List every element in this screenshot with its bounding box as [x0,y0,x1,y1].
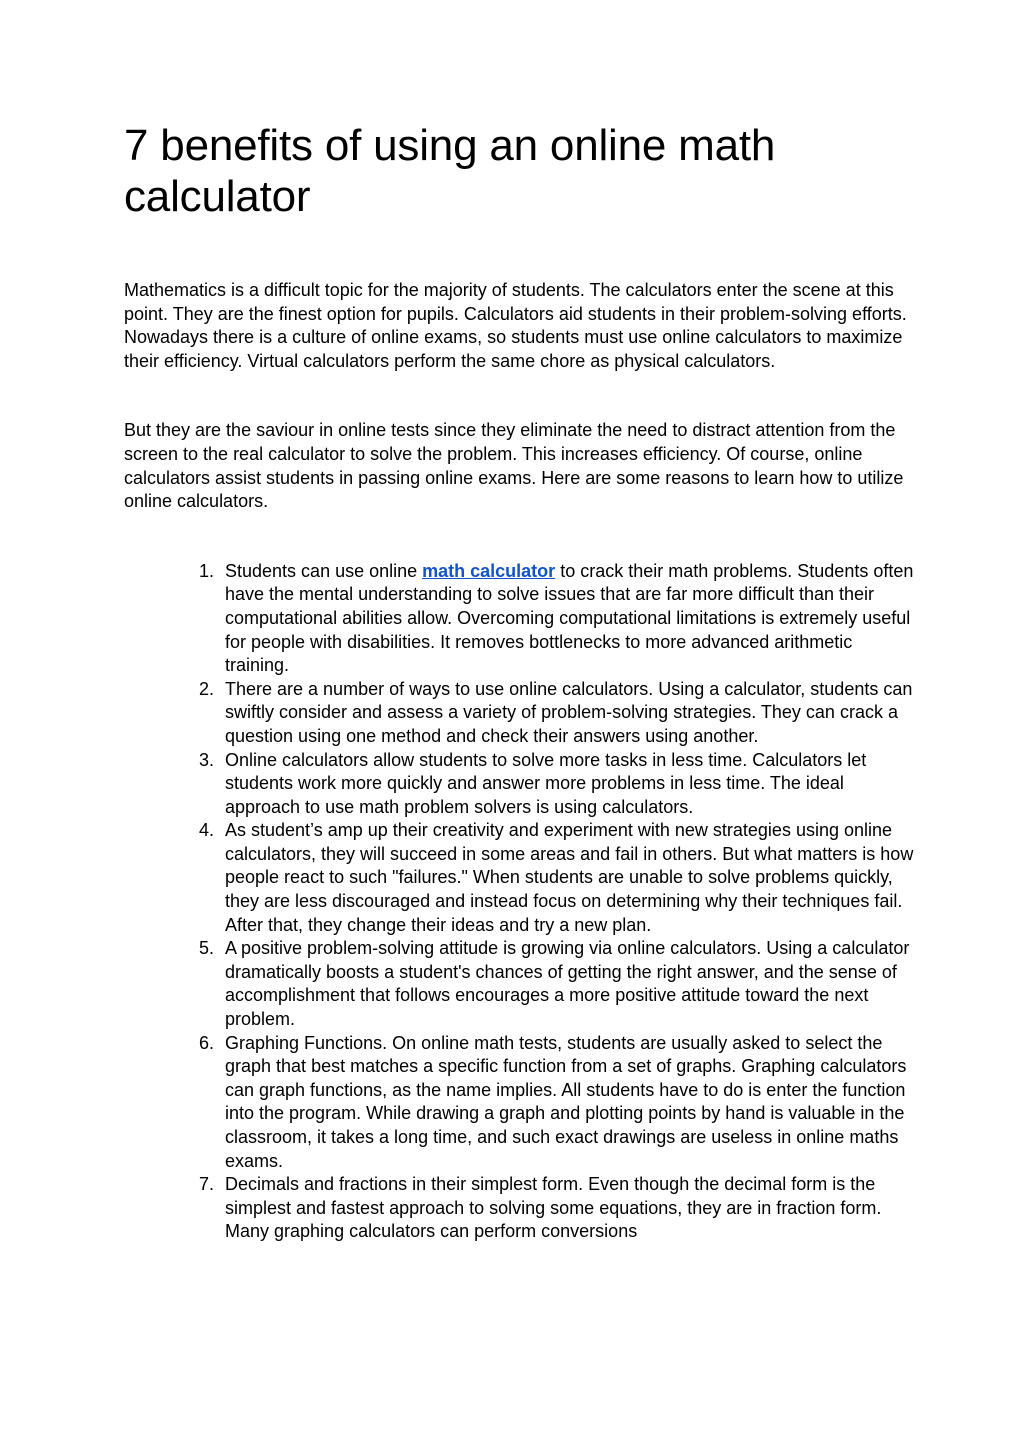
page-title: 7 benefits of using an online math calculator [124,121,776,221]
list-item: 2. There are a number of ways to use online calculators. Using a calculator, students can swiftly consider and assess a variety of problem-solving strategies. They can crack a question using one method and check their answers using another. [219,678,914,749]
list-item: 3. Online calculators allow students to solve more tasks in less time. Calculators let students work more quickly and answer more problems in less time. The ideal approach to use math problem solvers is using calculators. [219,749,914,820]
list-item-text: to crack their math problems. Students often have the mental understanding to solve issues that are far more difficult than their computational abilities allow. Overcoming computational limitations is extremely useful for people with disabilities. It removes bottlenecks to more advanced arithmetic training. [225,560,914,676]
list-item: 6. Graphing Functions. On online math tests, students are usually asked to select the graph that best matches a specific function from a set of graphs. Graphing calculators can graph functions, as the name implies. All students have to do is enter the function into the program. While drawing a graph and plotting points by hand is valuable in the classroom, it takes a long time, and such exact drawings are useless in online maths exams. [219,1032,914,1174]
list-item: 5. A positive problem-solving attitude is growing via online calculators. Using a calculator dramatically boosts a student's chances of getting the right answer, and the sense of accomplishment that follows encourages a more positive attitude toward the next problem. [219,937,914,1031]
list-item [219,560,914,678]
intro-paragraph: Mathematics is a difficult topic for the majority of students. The calculators enter the scene at this point. They are the finest option for pupils. Calculators aid students in their problem-solving efforts. Nowadays there is a culture of online exams, so students must use online calculators to maximize their efficiency. Virtual calculators perform the same chore as physical calculators. [124,280,907,371]
math-calculator-link[interactable]: math calculator [422,560,556,581]
list-item: 4. As student’s amp up their creativity and experiment with new strategies using online calculators, they will succeed in some areas and fail in others. But what matters is how people react to such "failures." When students are unable to solve problems quickly, they are less discouraged and instead focus on determining why their techniques fail. After that, they change their ideas and try a new plan. [219,819,914,937]
document-page [124,120,914,1244]
benefits-list [124,560,914,1244]
second-paragraph: But they are the saviour in online tests since they eliminate the need to distract attention from the screen to the real calculator to solve the problem. This increases efficiency. Of course, online calculators assist students in passing online exams. Here are some reasons to learn how to utilize online calculators. [124,420,904,512]
list-item-text: Students can use online [225,560,423,581]
list-item: 7. Decimals and fractions in their simplest form. Even though the decimal form is the simplest and fastest approach to solving some equations, they are in fraction form. Many graphing calculators can perform conversions [219,1173,914,1244]
